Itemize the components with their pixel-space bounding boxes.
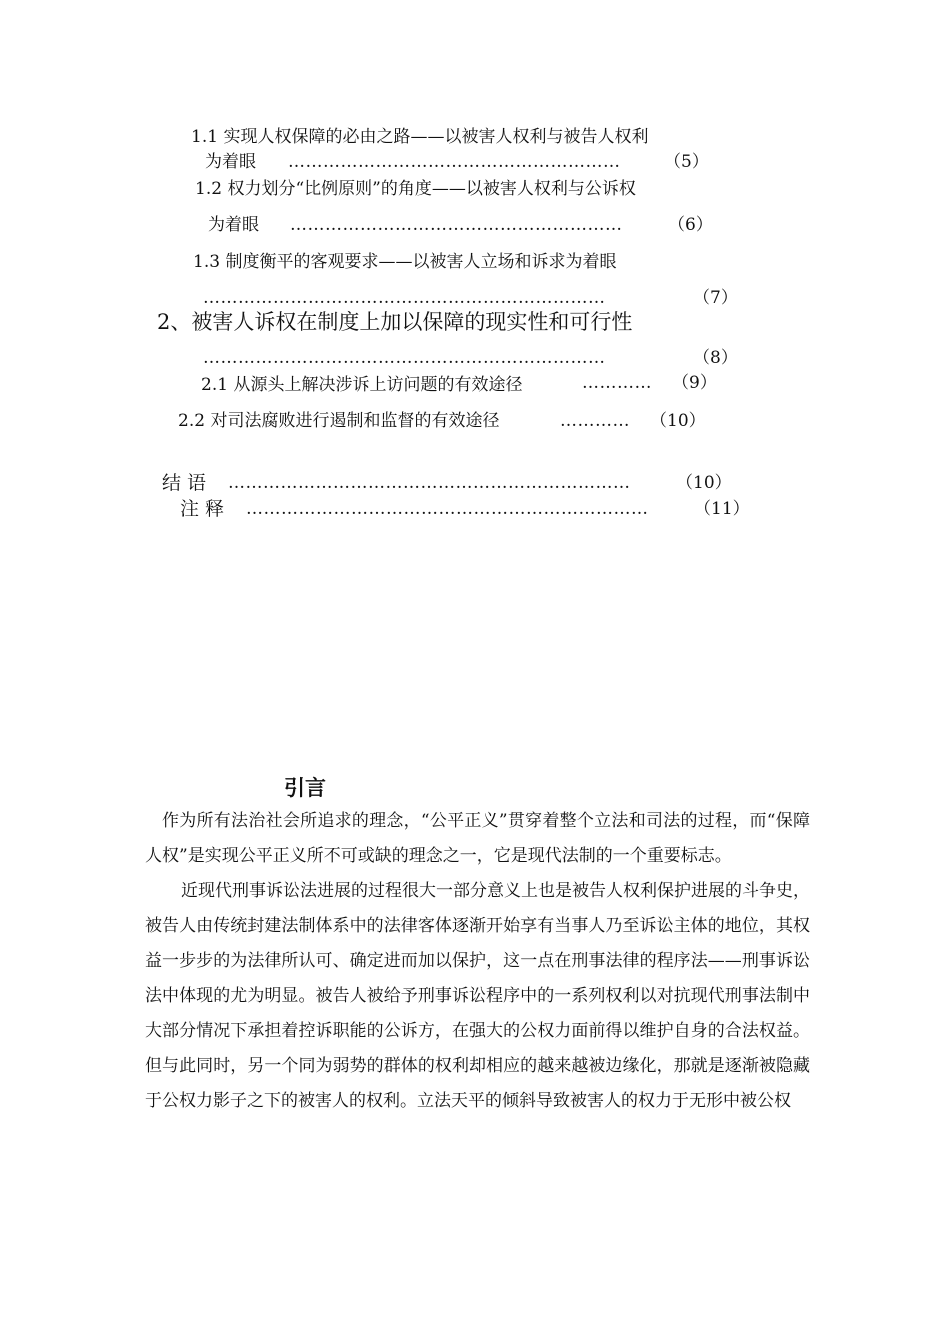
toc-entry-1-2-line1: 1.2 权力划分“比例原则”的角度——以被害人权利与公诉权 — [195, 179, 636, 199]
intro-paragraph-1: 作为所有法治社会所追求的理念，“公平正义”贯穿着整个立法和司法的过程，而“保障人权”是实现公平正义所不可或缺的理念之一，它是现代法制的一个重要标志。 — [145, 811, 810, 866]
toc-entry-1-1-page: （5） — [664, 152, 709, 172]
toc-entry-1-1-line2: 为着眼 — [205, 152, 256, 172]
toc-entry-2-1-dots: ………… — [582, 373, 652, 393]
toc-conclusion-dots: …………………………………………………………… — [228, 473, 631, 493]
toc-notes-page: （11） — [694, 499, 750, 519]
toc-notes-dots: …………………………………………………………… — [246, 499, 649, 519]
toc-conclusion-label: 结 语 — [162, 472, 207, 494]
toc-entry-2-title: 2、被害人诉权在制度上加以保障的现实性和可行性 — [157, 310, 633, 334]
toc-entry-1-2-line2: 为着眼 — [208, 215, 259, 235]
toc-entry-1-2-page: （6） — [668, 215, 713, 235]
toc-entry-2-2-dots: ………… — [560, 411, 630, 431]
toc-entry-1-3-line1: 1.3 制度衡平的客观要求——以被害人立场和诉求为着眼 — [193, 252, 617, 272]
toc-entry-2-2-line1: 2.2 对司法腐败进行遏制和监督的有效途径 — [178, 411, 500, 431]
toc-entry-1-2-dots: ………………………………………………… — [290, 215, 623, 235]
section-title-introduction: 引言 — [284, 776, 326, 800]
toc-conclusion-page: （10） — [676, 473, 732, 493]
intro-body — [145, 804, 810, 1119]
toc-entry-1-3-dots: …………………………………………………………… — [203, 288, 606, 308]
toc-entry-1-3-page: （7） — [693, 288, 738, 308]
toc-entry-2-2-page: （10） — [650, 411, 706, 431]
toc-entry-1-1-dots: ………………………………………………… — [288, 152, 621, 172]
toc-entry-2-1-page: （9） — [672, 373, 717, 393]
toc-entry-1-1-line1: 1.1 实现人权保障的必由之路——以被害人权利与被告人权利 — [191, 127, 649, 147]
toc-notes-label: 注 释 — [180, 498, 225, 520]
toc-entry-2-1-line1: 2.1 从源头上解决涉诉上访问题的有效途径 — [201, 375, 523, 395]
toc-entry-2-page: （8） — [693, 348, 738, 368]
toc-entry-2-dots: …………………………………………………………… — [203, 348, 606, 368]
intro-paragraph-2: 近现代刑事诉讼法进展的过程很大一部分意义上也是被告人权利保护进展的斗争史，被告人由传统封建法制体系中的法律客体逐渐开始享有当事人乃至诉讼主体的地位，其权益一步步的为法律所认可、确定进而加以保护，这一点在刑事法律的程序法——刑事诉讼法中体现的尤为明显。被告人被给予刑事诉讼程序中的一系列权利以对抗现代刑事法制中大部分情况下承担着控诉职能的公诉方，在强大的公权力面前得以维护自身的合法权益。但与此同时，另一个同为弱势的群体的权利却相应的越来越被边缘化，那就是逐渐被隐藏于公权力影子之下的被害人的权利。立法天平的倾斜导致被害人的权力于无形中被公权 — [145, 881, 810, 1111]
